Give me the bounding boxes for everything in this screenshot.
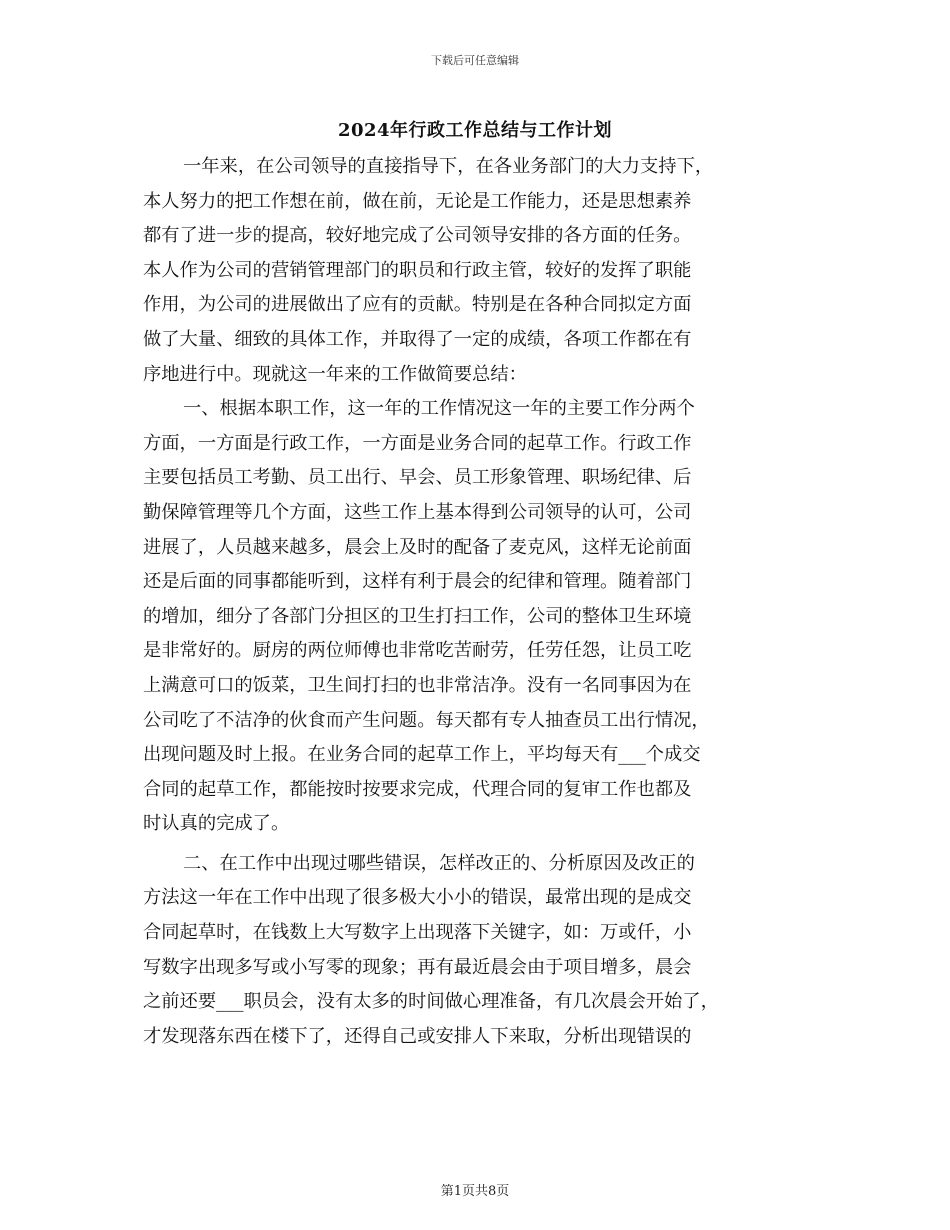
paragraph-line: 做了大量、细致的具体工作，并取得了一定的成绩，各项工作都在有	[143, 328, 692, 350]
paragraph-line: 本人作为公司的营销管理部门的职员和行政主管，较好的发挥了职能	[143, 259, 692, 281]
paragraph-line: 才发现落东西在楼下了，还得自己或安排人下来取，分析出现错误的	[143, 1025, 692, 1047]
paragraph-line: 方面，一方面是行政工作，一方面是业务合同的起草工作。行政工作	[143, 432, 692, 454]
paragraph-line: 上满意可口的饭菜，卫生间打扫的也非常洁净。没有一名同事因为在	[143, 674, 692, 696]
document-body	[143, 150, 803, 1054]
header-note: 下载后可任意编辑	[431, 54, 519, 67]
paragraph-line: 写数字出现多写或小写零的现象；再有最近晨会由于项目增多，晨会	[143, 956, 692, 978]
paragraph-line: 公司吃了不洁净的伙食而产生问题。每天都有专人抽查员工出行情况，	[143, 709, 710, 731]
paragraph-line: 进展了，人员越来越多，晨会上及时的配备了麦克风，这样无论前面	[143, 536, 692, 558]
paragraph-line: 作用，为公司的进展做出了应有的贡献。特别是在各种合同拟定方面	[143, 294, 692, 316]
paragraph-line: 还是后面的同事都能听到，这样有利于晨会的纪律和管理。随着部门	[143, 571, 692, 593]
paragraph-line: 时认真的完成了。	[143, 813, 290, 835]
paragraph-line: 是非常好的。厨房的两位师傅也非常吃苦耐劳，任劳任怨，让员工吃	[143, 640, 692, 662]
paragraph-line: 出现问题及时上报。在业务合同的起草工作上，平均每天有___个成交	[143, 744, 701, 766]
paragraph-line: 都有了进一步的提高，较好地完成了公司领导安排的各方面的任务。	[143, 225, 692, 247]
page-footer: 第1页共8页	[440, 1184, 510, 1199]
paragraph-line: 主要包括员工考勤、员工出行、早会、员工形象管理、职场纪律、后	[143, 467, 692, 489]
paragraph-line: 方法这一年在工作中出现了很多极大小小的错误，最常出现的是成交	[143, 887, 692, 909]
paragraph-line: 本人努力的把工作想在前，做在前，无论是工作能力，还是思想素养	[143, 190, 692, 212]
paragraph-line: 一、根据本职工作，这一年的工作情况这一年的主要工作分两个	[183, 398, 695, 420]
paragraph-line: 一年来，在公司领导的直接指导下，在各业务部门的大力支持下，	[183, 156, 714, 177]
paragraph-line: 的增加，细分了各部门分担区的卫生打扫工作，公司的整体卫生环境	[143, 605, 692, 627]
paragraph-line: 之前还要___职员会，没有太多的时间做心理准备，有几次晨会开始了，	[143, 991, 719, 1013]
paragraph-line: 勤保障管理等几个方面，这些工作上基本得到公司领导的认可，公司	[143, 501, 692, 523]
document-title: 2024年行政工作总结与工作计划	[337, 120, 613, 141]
paragraph-line: 序地进行中。现就这一年来的工作做简要总结：	[143, 363, 527, 385]
paragraph-line: 二、在工作中出现过哪些错误，怎样改正的、分析原因及改正的	[183, 852, 695, 874]
paragraph-line: 合同起草时，在钱数上大写数字上出现落下关键字，如：万或仟，小	[143, 922, 692, 944]
paragraph-line: 合同的起草工作，都能按时按要求完成，代理合同的复审工作也都及	[143, 778, 692, 800]
